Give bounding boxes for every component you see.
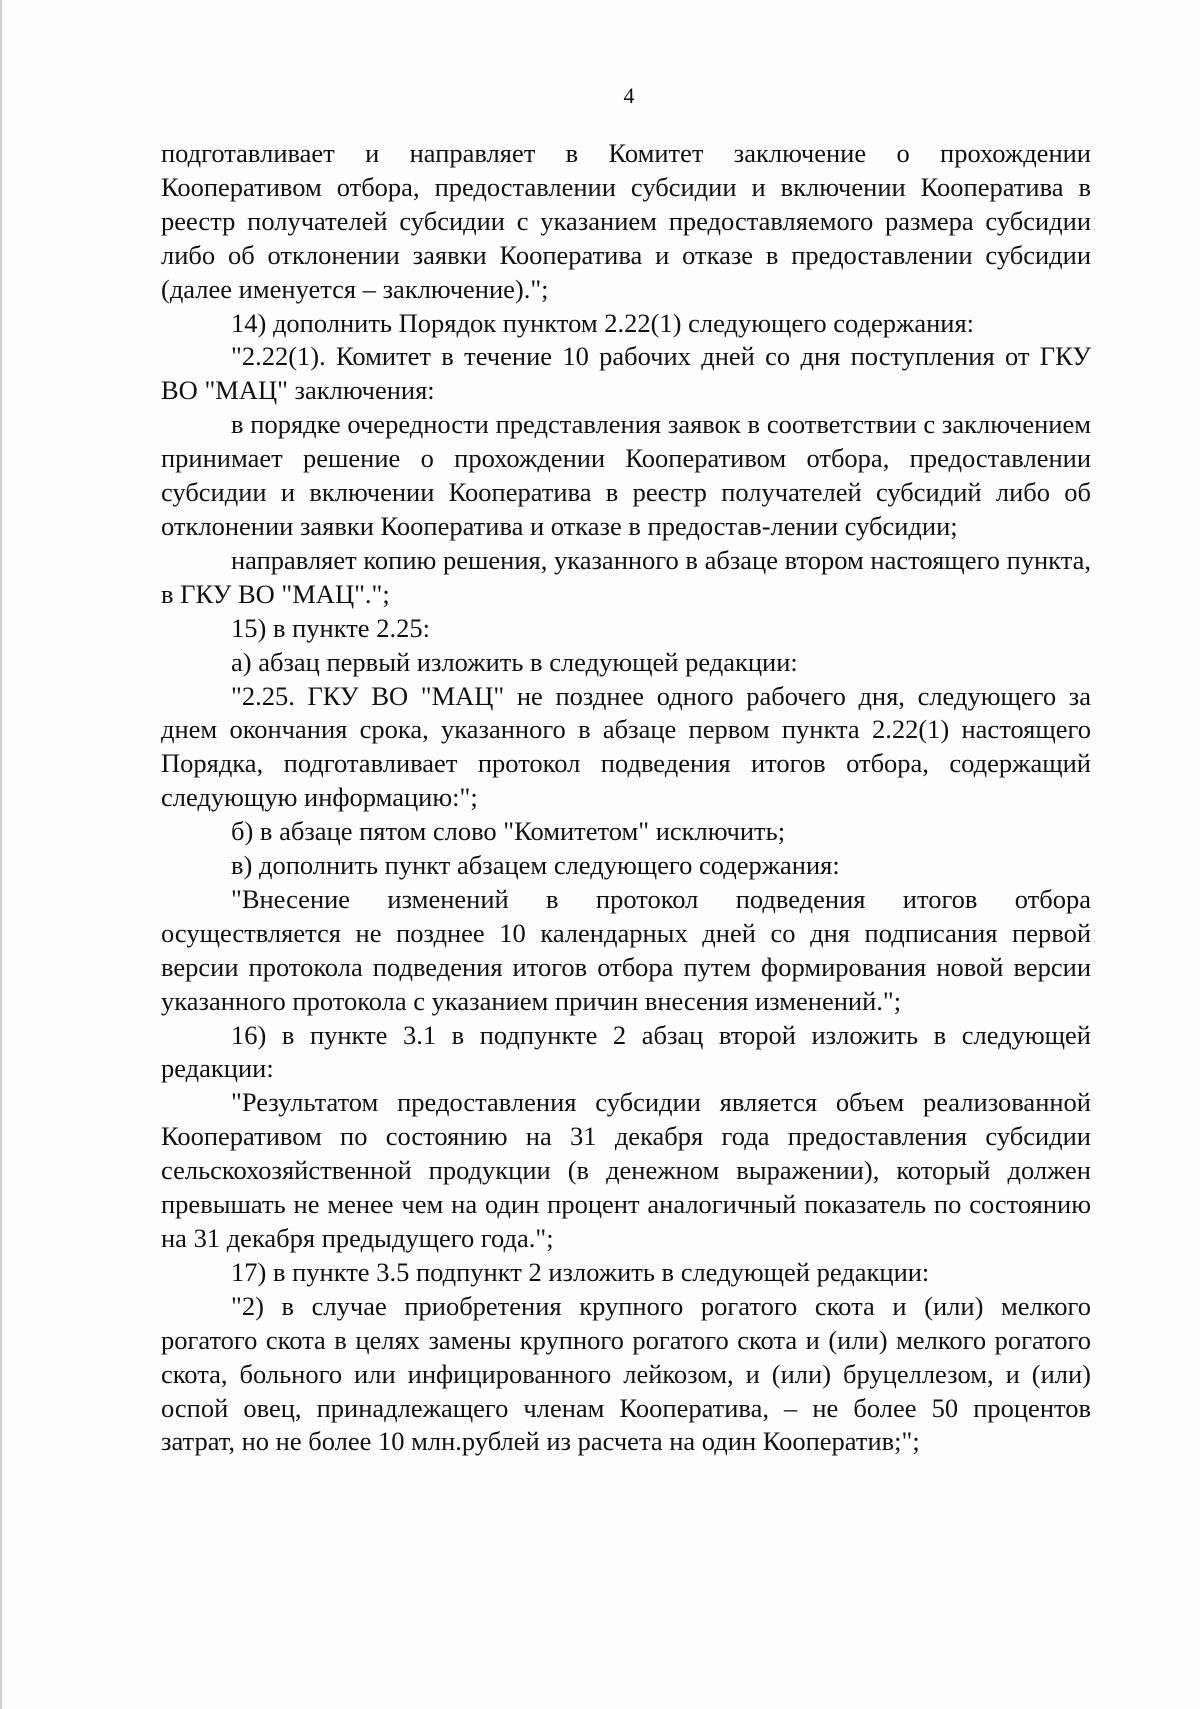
paragraph: 16) в пункте 3.1 в подпункте 2 абзац второй изложить в следующей редакции: [161,1019,1091,1084]
paragraph: в порядке очередности представления заявок в соответствии с заключением принимает решение о прохождении Кооперативом отбора, предоставлении субсидии и включении Кооператива в реестр получателей субсидий либо об отклонении заявки Кооператива и отказе в предостав-лении субсидии; [161,409,1091,541]
paragraph: "Внесение изменений в протокол подведения итогов отбора осуществляется не позднее 10 календарных дней со дня подписания первой версии протокола подведения итогов отбора путем формирования новой версии указанного протокола с указанием причин внесения изменений."; [161,883,1091,1016]
paragraph: "Результатом предоставления субсидии является объем реализованной Кооперативом по состоянию на 31 декабря года предоставления субсидии сельскохозяйственной продукции (в денежном выражении), который должен превышать не менее чем на один процент аналогичный показатель по состоянию на 31 декабря предыдущего года."; [161,1087,1091,1253]
paragraph: б) в абзаце пятом слово "Комитетом" исключить; [231,816,786,847]
paragraph: 17) в пункте 3.5 подпункт 2 изложить в следующей редакции: [231,1256,930,1287]
paragraph: "2.22(1). Комитет в течение 10 рабочих дней со дня поступления от ГКУ ВО "МАЦ" заключения: [161,341,1091,406]
paragraph: "2.25. ГКУ ВО "МАЦ" не позднее одного рабочего дня, следующего за днем окончания срока, указанного в абзаце первом пункта 2.22(1) настоящего Порядка, подготавливает протокол подведения итогов отбора, содержащий следующую информацию:"; [161,680,1091,813]
paragraph: 15) в пункте 2.25: [231,612,430,643]
paragraph: 14) дополнить Порядок пунктом 2.22(1) следующего содержания: [231,307,975,338]
scan-edge [0,0,2,1709]
page-number: 4 [623,83,635,108]
paragraph: а) абзац первый изложить в следующей редакции: [231,646,798,677]
paragraph: в) дополнить пункт абзацем следующего содержания: [231,850,840,881]
paragraph: направляет копию решения, указанного в абзаце втором настоящего пункта, в ГКУ ВО "МАЦ"."; [161,544,1091,609]
paragraph: "2) в случае приобретения крупного рогатого скота и (или) мелкого рогатого скота в целях замены крупного рогатого скота и (или) мелкого рогатого скота, больного или инфицированного лейкозом, и (или) бруцеллезом, и (или) оспой овец, принадлежащего членам Кооператива, – не более 50 процентов затрат, но не более 10 млн.рублей из расчета на один Кооператив;"; [161,1290,1091,1457]
paragraph: подготавливает и направляет в Комитет заключение о прохождении Кооперативом отбора, предоставлении субсидии и включении Кооператива в реестр получателей субсидии с указанием предоставляемого размера субсидии либо об отклонении заявки Кооператива и отказе в предоставлении субсидии (далее именуется – заключение)."; [161,138,1091,304]
document-body [161,137,1091,1459]
